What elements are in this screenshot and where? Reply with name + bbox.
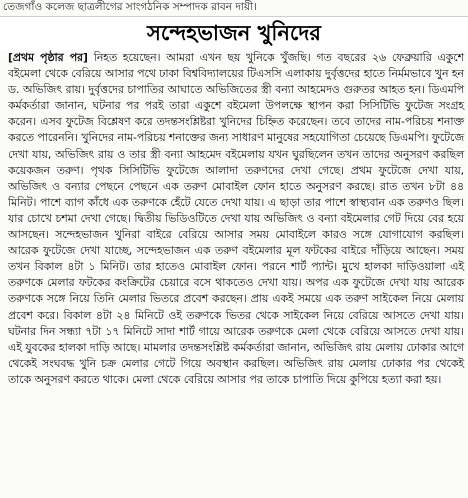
article-body bbox=[8, 50, 464, 388]
clipping-bottom-edge bbox=[0, 494, 468, 498]
previous-article-line: তেজগাঁও কলেজ ছাত্রলীগের সাংগঠনিক সম্পাদক রাবন দায়ী। bbox=[3, 1, 257, 13]
continued-from-label: [প্রথম পৃষ্ঠার পর] bbox=[8, 51, 88, 64]
article-text: নিহত হয়েছেন। আমরা এখন ছয় খুনিকে খুঁজছি। গত বছরের ২৬ ফেব্রুয়ারি একুশে বইমেলা থেকে বেরিয়ে আসার পথে ঢাকা বিশ্ববিদ্যালয়ের টিএসসি এলাকায় দুর্বৃত্তদের হাতে নির্মমভাবে খুন হন ড. অভিজিৎ রায়। দুর্বৃত্তদের চাপাতির আঘাতে অভিজিতের স্ত্রী বন্যা আহমেদও গুরুতর আহত হন। ডিএমপি কর্মকর্তারা জানান, ঘটনার পর পরই তারা একুশে বইমেলা উপলক্ষে স্থাপন করা সিসিটিভি ফুটেজ সংগ্রহ করেন। এসব ফুটেজ বিশ্লেষণ করে তদন্তসংশ্লিষ্টরা খুনিদের চিহ্নিত করেছেন। তবে তাদের নাম-পরিচয় শনাক্ত করতে পারেননি। খুনিদের নাম-পরিচয় শনাক্তের জন্য সাধারণ মানুষের সহযোগিতা চেয়েছে ডিএমপি। ফুটেজে দেখা যায়, অভিজিৎ রায় ও তার স্ত্রী বন্যা আহমেদ বইমেলায় যখন ঘুরছিলেন তখন তাদের অনুসরণ করছিল কয়েকজন তরুণ। পৃথক সিসিটিভি ফুটেজে আলাদা তরুণদের দেখা গেছে। প্রথম ফুটেজে দেখা যায়, অভিজিৎ ও বন্যার পেছনে পেছনে এক তরুণ মোবাইল ফোন হাতে অনুসরণ করছে। রাত তখন ৮টা ৪৪ মিনিট। পাশে ব্যাগ কাঁধে এক তরুণকে হেঁটে যেতে দেখা যায়। এ ছাড়া তার পাশে স্বাস্থ্যবান এক তরুণও ছিল। যার চোখে চশমা দেখা গেছে। দ্বিতীয় ভিডিওটিতে দেখা যায় অভিজিৎ ও বন্যা বইমেলার গেট দিয়ে বের হয়ে আসছেন। সন্দেহভাজন খুনিরা বাইরে বেরিয়ে আসার সময় মোবাইলে কারও সঙ্গে যোগাযোগ করছিল। আরেক ফুটেজে দেখা যাচ্ছে, সন্দেহভাজন এক তরুণ বইমেলার মূল ফটকের বাইরে দাঁড়িয়ে আছেন। সময় তখন বিকাল ৪টা ১ মিনিট। তার হাতেও মোবাইল ফোন। পরনে শার্ট প্যান্ট। মুখে হালকা দাড়িওয়ালা এই তরুণকে মেলার ফটকের কংক্রিটের চেয়ারে বসে থাকতেও দেখা যায়। অপর এক ফুটেজে দেখা যায় আরেক তরুণকে সঙ্গে নিয়ে তিনি মেলার ভিতরে প্রবেশ করছেন। প্রায় একই সময়ে এক তরুণ সাইকেল নিয়ে মেলায় প্রবেশ করে। বিকাল ৪টা ২৪ মিনিটে ওই তরুণকে ভিতর থেকে সাইকেল নিয়ে বেরিয়ে আসতে দেখা যায়। ঘটনার দিন সন্ধ্যা ৭টা ১৭ মিনিটে সাদা শার্ট গায়ে আরেক তরুণকে মেলা থেকে বেরিয়ে আসতে দেখা যায়। এই যুবকের হালকা দাড়ি আছে। মামলার তদন্তসংশ্লিষ্ট কর্মকর্তারা জানান, অভিজিৎ রায় মেলায় ঢোকার আগে থেকেই সংঘবদ্ধ খুনি চক্র মেলার গেটে গিয়ে অবস্থান করছিল। অভিজিৎ রায় মেলায় ঢোকার পর থেকেই তাকে অনুসরণ করতে থাকে। মেলা থেকে বেরিয়ে আসার পর তাকে চাপাতি দিয়ে কুপিয়ে হত্যা করা হয়। bbox=[8, 51, 464, 386]
headline: সন্দেহভাজন খুনিদের bbox=[147, 21, 321, 45]
